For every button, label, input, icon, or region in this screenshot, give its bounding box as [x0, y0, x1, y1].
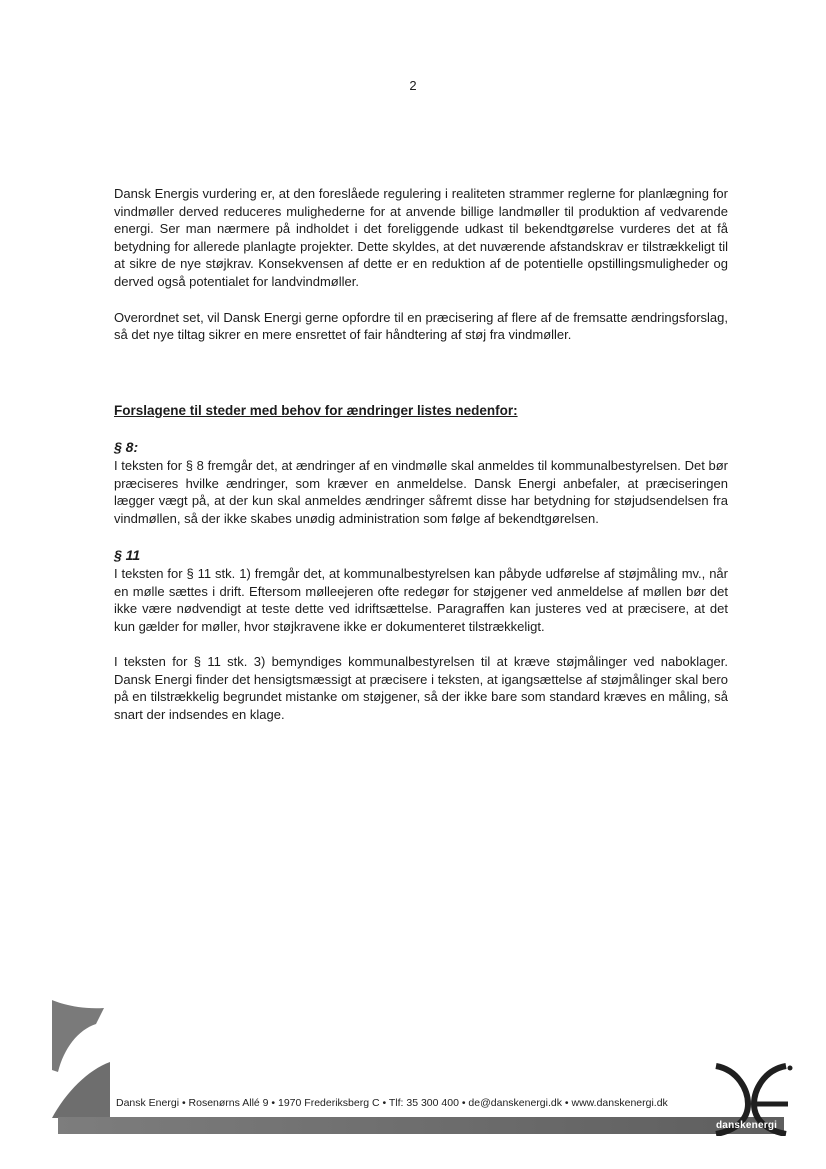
letter-body: [114, 185, 728, 724]
section-11-heading: § 11: [114, 547, 141, 564]
logo-wordmark: danskenergi: [716, 1120, 778, 1131]
footer-address: Dansk Energi • Rosenørns Allé 9 • 1970 Frederiksberg C • Tlf: 35 300 400 • de@danskenergi.dk • www.danskenergi.dk: [116, 1097, 668, 1109]
footer-bar: [58, 1117, 784, 1134]
section-11-text-1: I teksten for § 11 stk. 1) fremgår det, at kommunalbestyrelsen kan påbyde udførelse af støjmåling mv., når en mølle sættes i drift. Eftersom mølleejeren ofte redegør for støjgener ved anmeldelse af møllen bør det ikke være nødvendigt at teste dette ved idriftsættelse. Paragraffen kan justeres ved at præcisere, at det kun gælder for møller, hvor støjkravene ikke er dokumenteret tilstrækkeligt.: [114, 565, 728, 634]
proposals-heading: Forslagene til steder med behov for ændringer listes nedenfor:: [114, 402, 518, 418]
page-number: 2: [409, 78, 417, 93]
section-8-text: I teksten for § 8 fremgår det, at ændringer af en vindmølle skal anmeldes til kommunalbestyrelsen. Det bør præciseres hvilke ændringer, som kræver en anmeldelse. Dansk Energi anbefaler, at præciseringen lægger vægt på, at der kun skal anmeldes ændringer såfremt disse har betydning for støjudsendelsen fra vindmøllen, så der ikke skabes unødig administration som følge af bekendtgørelsen.: [114, 457, 728, 526]
paragraph-assessment: Dansk Energis vurdering er, at den foreslåede regulering i realiteten strammer reglerne for planlægning for vindmøller derved reduceres mulighederne for at anvende billige landmøller til produktion af vedvarende energi. Ser man nærmere på indholdet i det foreliggende udkast til bekendtgørelse vurderes det at få betydning for allerede planlagte projekter. Dette skyldes, at det nuværende afstandskrav er tilstrækkeligt til at sikre de nye støjkrav. Konsekvensen af dette er en reduktion af de potentielle opstillingsmuligheder og derved også potentialet for landvindmøller.: [114, 186, 728, 289]
section-8-heading: § 8:: [114, 439, 139, 456]
decorative-corner-shape: [44, 1000, 114, 1118]
paragraph-overall: Overordnet set, vil Dansk Energi gerne opfordre til en præcisering af flere af de fremsatte ændringsforslag, så det nye tiltag sikrer en mere ensrettet of fair håndtering af støj fra vindmøller.: [114, 309, 728, 343]
section-11-text-2: I teksten for § 11 stk. 3) bemyndiges kommunalbestyrelsen til at kræve støjmålinger ved naboklager. Dansk Energi finder det hensigtsmæssigt at præcisere i teksten, at igangsættelse af støjmålinger skal bero på en tilstrækkelig begrundet mistanke om støjgener, så der ikke bare som standard kræves en måling, så snart der indsendes en klage.: [114, 654, 728, 723]
